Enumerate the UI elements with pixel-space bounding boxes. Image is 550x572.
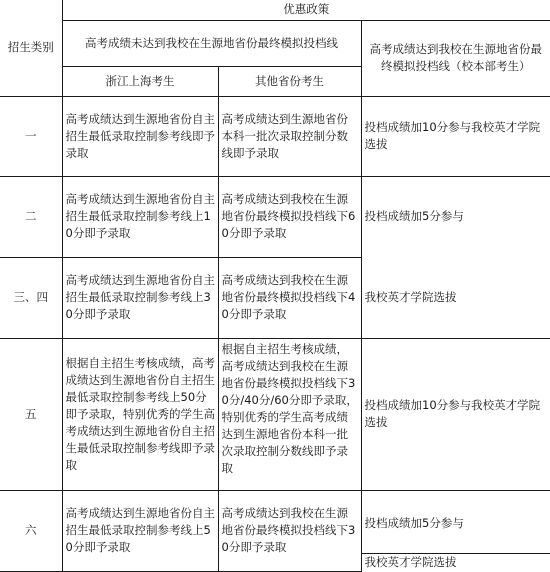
cell-reached: 投档成绩加10分参与我校英才学院选拔: [361, 338, 550, 490]
table-row: [0, 96, 550, 176]
cell-other-provinces: 高考成绩达到我校在生源地省份最终模拟投档线下30分即予录取: [218, 490, 361, 571]
cell-other-provinces: 高考成绩达到我校在生源地省份最终模拟投档线下60分即予录取: [218, 176, 361, 257]
row-category: 六: [0, 490, 62, 571]
header-category: 招生类别: [0, 0, 62, 96]
row-category: 一: [0, 96, 62, 176]
table-row: [0, 257, 550, 338]
cell-zhejiang-shanghai: 根据自主招生考核成绩，高考成绩达到生源地省份自主招生最低录取控制参考线上50分即予录取，特别优秀的学生高考成绩达到生源地省份自主招生最低录取控制参考线即予录取: [62, 338, 218, 490]
cell-other-provinces: 高考成绩达到我校在生源地省份最终模拟投档线下40分即予录取: [218, 257, 361, 338]
cell-zhejiang-shanghai: 高考成绩达到生源地省份自主招生最低录取控制参考线上10分即予录取: [62, 176, 218, 257]
cell-zhejiang-shanghai: 高考成绩达到生源地省份自主招生最低录取控制参考线上50分即予录取: [62, 490, 218, 571]
header-zhejiang-shanghai: 浙江上海考生: [62, 66, 218, 96]
cell-reached: 投档成绩加10分参与我校英才学院选拔: [361, 96, 550, 176]
cell-reached: 投档成绩加5分参与: [361, 176, 550, 257]
table-row: [0, 490, 550, 571]
table-row: [0, 176, 550, 257]
cell-other-provinces: 高考成绩达到生源地省份本科一批次录取控制分数线即予录取: [218, 96, 361, 176]
header-not-reached: 高考成绩未达到我校在生源地省份最终模拟投档线: [62, 20, 361, 66]
header-row-groups: [0, 20, 550, 66]
cell-other-provinces: 根据自主招生考核成绩，高考成绩达到我校在生源地省份最终模拟投档线下30分/40分/60分即予录取，特别优秀的学生高考成绩达到生源地省份本科一批次录取控制分数线即予录取: [218, 338, 361, 490]
cell-reached-text: 投档成绩加5分参与: [365, 515, 547, 532]
row-category: 三、四: [0, 257, 62, 338]
cell-reached-continued: 我校英才学院选拔: [365, 554, 547, 571]
cell-zhejiang-shanghai: 高考成绩达到生源地省份自主招生最低录取控制参考线即予录取: [62, 96, 218, 176]
row-category: 五: [0, 338, 62, 490]
table-row: [0, 338, 550, 490]
cell-reached: 我校英才学院选拔: [361, 257, 550, 338]
header-policy: 优惠政策: [62, 0, 550, 20]
header-row-policy: [0, 0, 550, 20]
header-other-provinces: 其他省份考生: [218, 66, 361, 96]
cell-reached: [361, 490, 550, 571]
cell-zhejiang-shanghai: 高考成绩达到生源地省份自主招生最低录取控制参考线上30分即予录取: [62, 257, 218, 338]
header-reached: 高考成绩达到我校在生源地省份最终模拟投档线（校本部考生）: [361, 20, 550, 96]
row-category: 二: [0, 176, 62, 257]
